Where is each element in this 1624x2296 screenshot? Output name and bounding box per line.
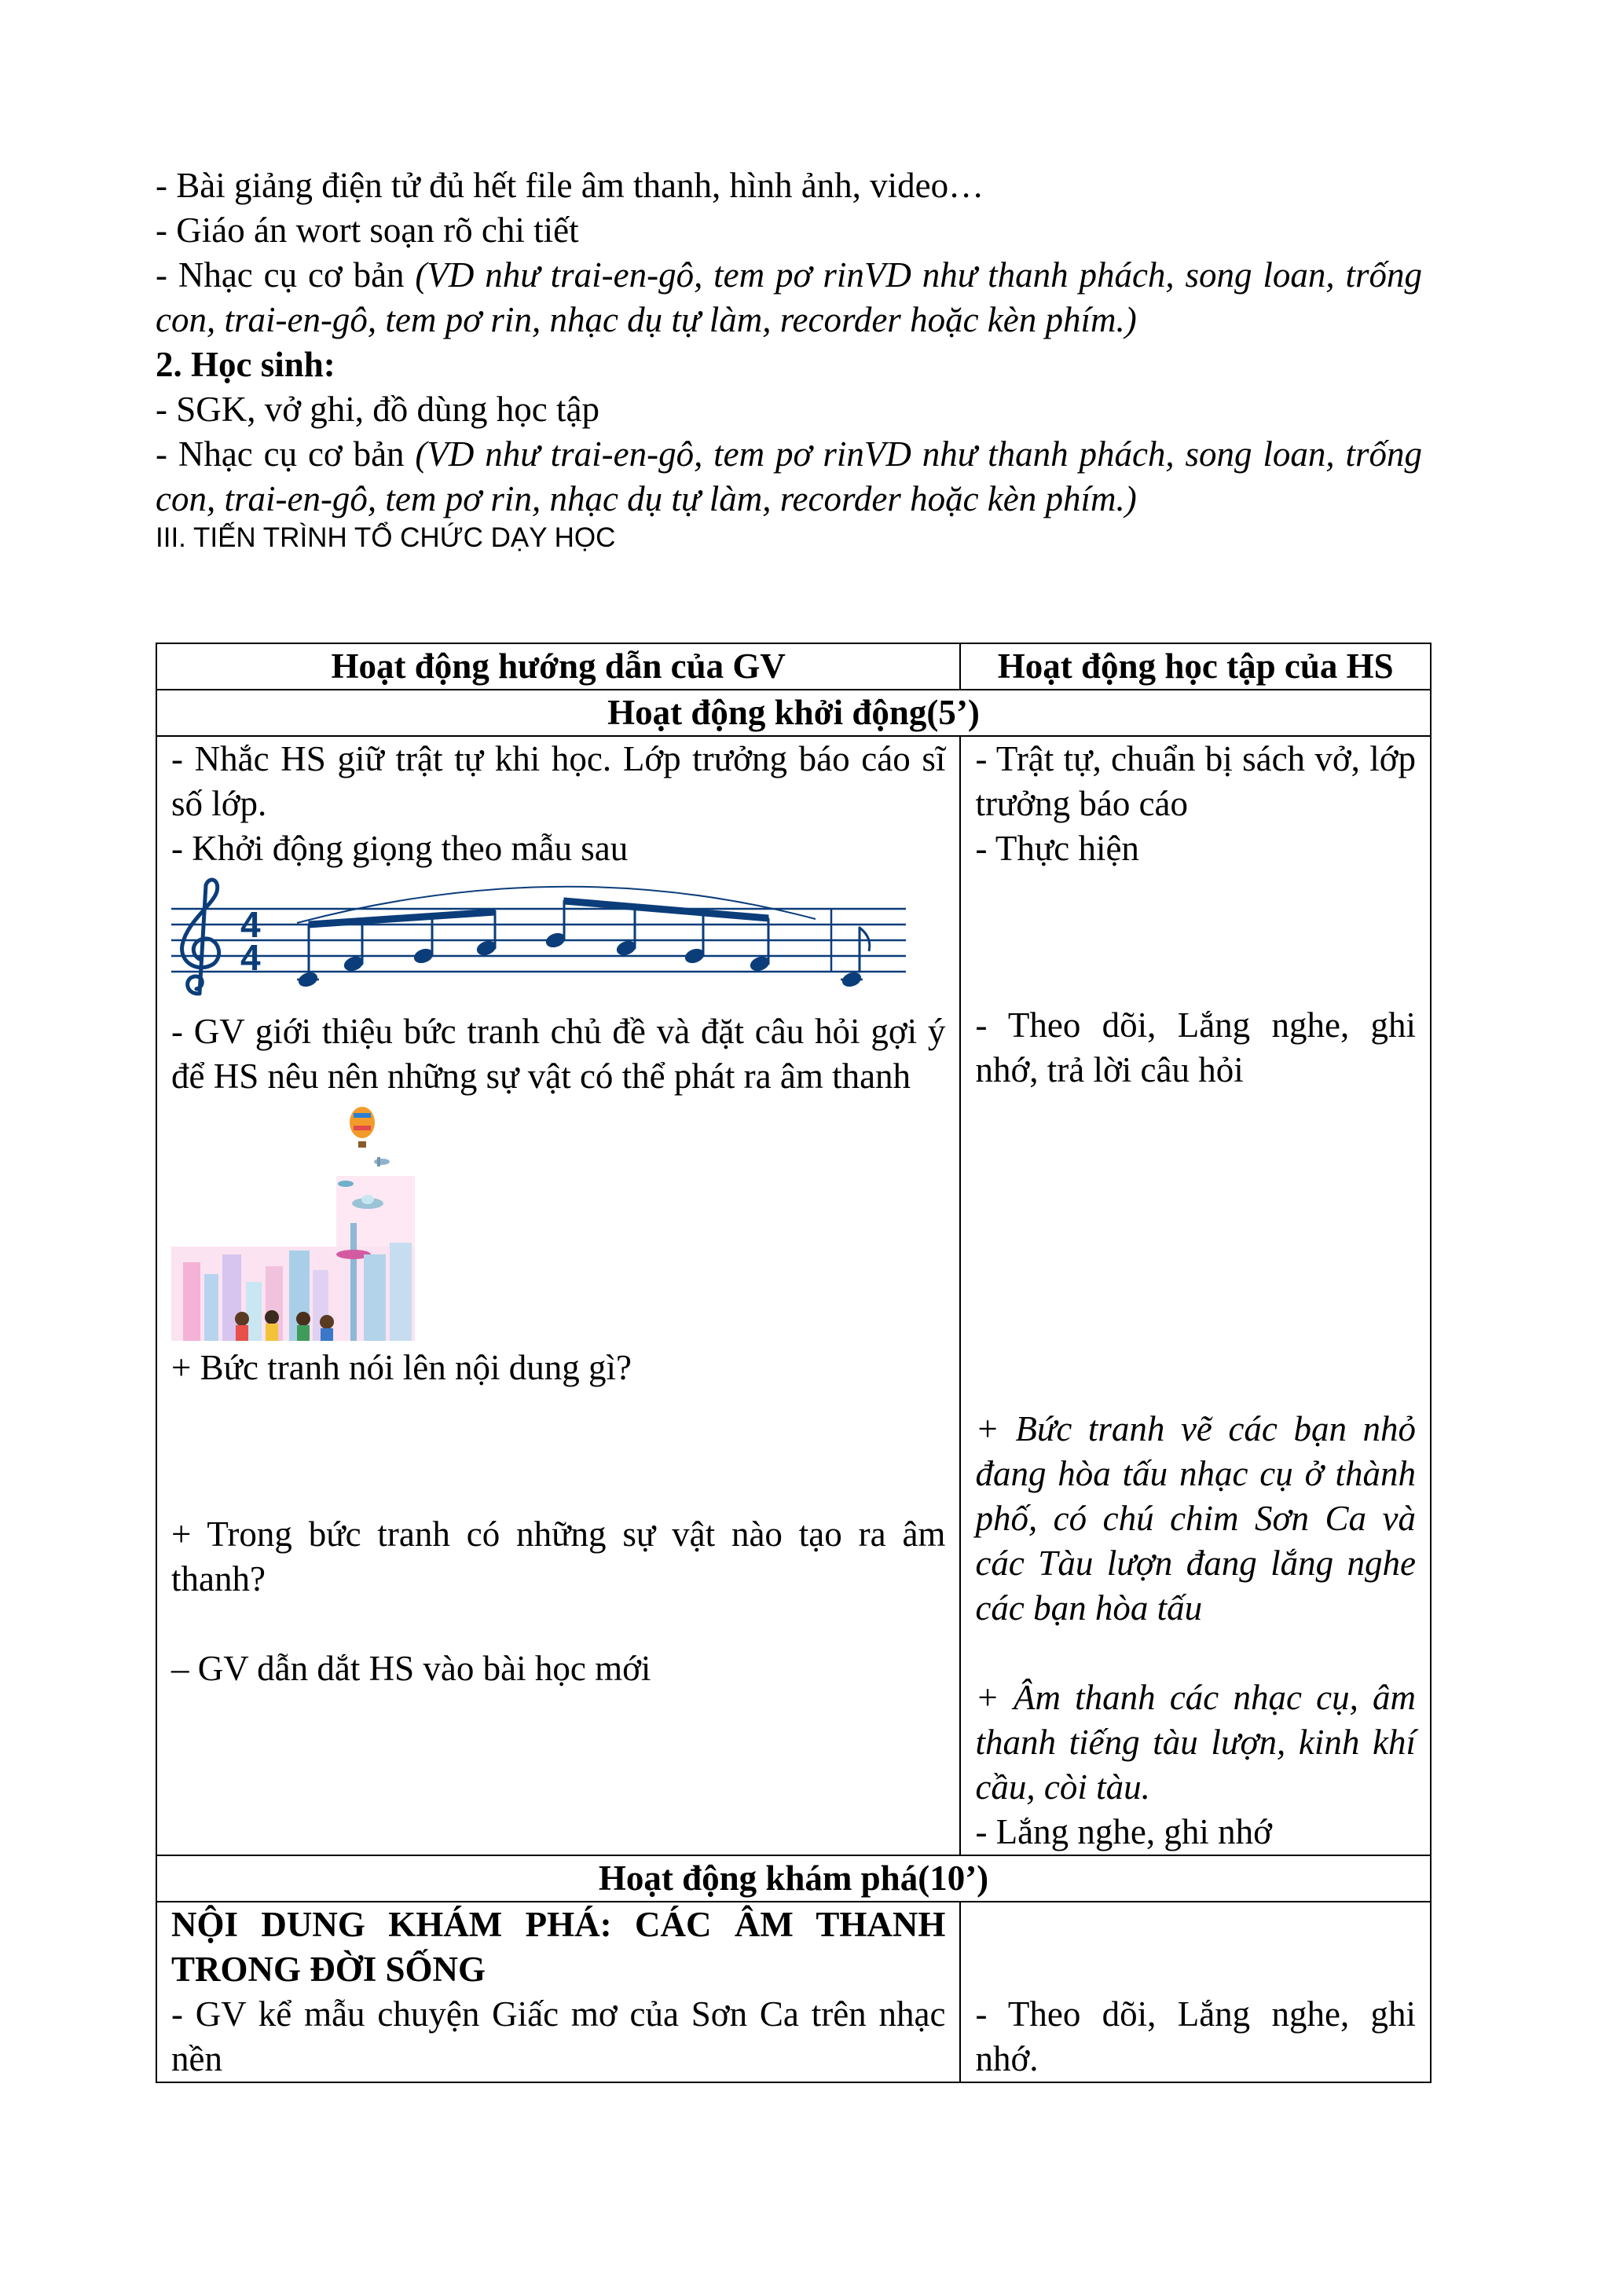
student-instruments-label: - Nhạc cụ cơ bản: [156, 434, 416, 474]
explore-heading: NỘI DUNG KHÁM PHÁ: CÁC ÂM THANH TRONG ĐỜI SỐNG: [171, 1905, 946, 1989]
hs-line-1: - Trật tự, chuẩn bị sách vở, lớp trưởng báo cáo: [975, 739, 1416, 823]
gv-question-2: + Trong bức tranh có những sự vật nào tạo ra âm thanh?: [171, 1514, 946, 1598]
time-signature-bottom: 4: [240, 937, 261, 978]
spacer: [975, 1902, 1416, 1947]
warmup-title: Hoạt động khởi động(5’): [156, 690, 1431, 736]
note-8: [749, 919, 771, 973]
teacher-instruments: [156, 253, 1422, 342]
staff-lines: [171, 909, 906, 972]
intro-line-2: - Giáo án wort soạn rõ chi tiết: [156, 211, 579, 250]
spacer: [975, 871, 1416, 1003]
explore-hs-line: - Theo dõi, Lắng nghe, ghi nhớ.: [975, 1994, 1416, 2078]
students-heading: 2. Học sinh:: [156, 345, 335, 384]
spacer: [975, 1093, 1416, 1407]
warmup-gv-cell: [156, 736, 960, 1855]
spacer: [975, 1631, 1416, 1675]
students-line-1: - SGK, vở ghi, đồ dùng học tập: [156, 390, 600, 429]
time-signature-top: 4: [240, 904, 261, 945]
intro-section: [156, 163, 1422, 555]
explore-hs-cell: [960, 1902, 1431, 2082]
note-6: [615, 906, 637, 958]
note-7: [684, 912, 706, 965]
hs-line-4: - Lắng nghe, ghi nhớ: [975, 1812, 1272, 1851]
lesson-table: [156, 643, 1432, 2083]
note-beams: [309, 898, 768, 928]
spacer: [975, 1947, 1416, 1992]
warmup-row: [156, 736, 1431, 1855]
explore-row: [156, 1902, 1431, 2082]
hs-line-2: - Thực hiện: [975, 829, 1139, 868]
gv-column-header: Hoạt động hướng dẫn của GV: [156, 643, 960, 690]
section-3-heading: III. TIẾN TRÌNH TỔ CHỨC DẠY HỌC: [156, 522, 616, 553]
hs-line-3: - Theo dõi, Lắng nghe, ghi nhớ, trả lời câu hỏi: [975, 1005, 1416, 1089]
gv-question-1: + Bức tranh nói lên nội dung gì?: [171, 1348, 632, 1387]
theme-picture: [171, 1105, 415, 1341]
gv-line-3: - GV giới thiệu bức tranh chủ đề và đặt câu hỏi gợi ý để HS nêu nên những sự vật có thể phát ra âm thanh: [171, 1012, 946, 1096]
spacer: [171, 1602, 945, 1646]
warmup-music-staff: [171, 876, 910, 1002]
intro-line-1: - Bài giảng điện tử đủ hết file âm thanh, hình ảnh, video…: [156, 166, 984, 205]
explore-gv-line: - GV kể mẫu chuyện Giấc mơ của Sơn Ca trên nhạc nền: [171, 1994, 946, 2078]
explore-title-row: [156, 1855, 1431, 1902]
hs-column-header: Hoạt động học tập của HS: [960, 643, 1431, 690]
teacher-instruments-label: - Nhạc cụ cơ bản: [156, 255, 416, 295]
student-instruments-detail: (VD như trai-en-gô, tem pơ rinVD như thanh phách, song loan, trống con, trai-en-gô, tem pơ rin, nhạc dụ tự làm, recorder hoặc kèn phím.): [156, 434, 1422, 518]
hs-answer-2: + Âm thanh các nhạc cụ, âm thanh tiếng tàu lượn, kinh khí cầu, còi tàu.: [975, 1678, 1416, 1807]
explore-title: Hoạt động khám phá(10’): [156, 1855, 1431, 1902]
note-4: [475, 911, 497, 958]
warmup-title-row: [156, 690, 1431, 736]
gv-line-4: – GV dẫn dắt HS vào bài học mới: [171, 1649, 651, 1688]
spacer: [171, 1480, 945, 1512]
gv-line-1: - Nhắc HS giữ trật tự khi học. Lớp trưởng báo cáo sĩ số lớp.: [171, 739, 946, 823]
treble-clef-icon: [182, 880, 219, 994]
teacher-instruments-detail: (VD như trai-en-gô, tem pơ rinVD như thanh phách, song loan, trống con, trai-en-gô, tem pơ rin, nhạc dụ tự làm, recorder hoặc kèn phím.): [156, 255, 1422, 339]
spacer: [171, 1435, 945, 1480]
student-instruments: [156, 432, 1422, 522]
hs-answer-1: + Bức tranh vẽ các bạn nhỏ đang hòa tấu nhạc cụ ở thành phố, có chú chim Sơn Ca và các Tàu lượn đang lắng nghe các bạn hòa tấu: [975, 1409, 1416, 1628]
gv-line-2: - Khởi động giọng theo mẫu sau: [171, 829, 629, 868]
explore-gv-cell: [156, 1902, 960, 2082]
note-2: [343, 919, 365, 973]
note-9: [841, 928, 870, 989]
spacer: [171, 1390, 945, 1435]
warmup-hs-cell: [960, 736, 1431, 1855]
table-header-row: [156, 643, 1431, 690]
